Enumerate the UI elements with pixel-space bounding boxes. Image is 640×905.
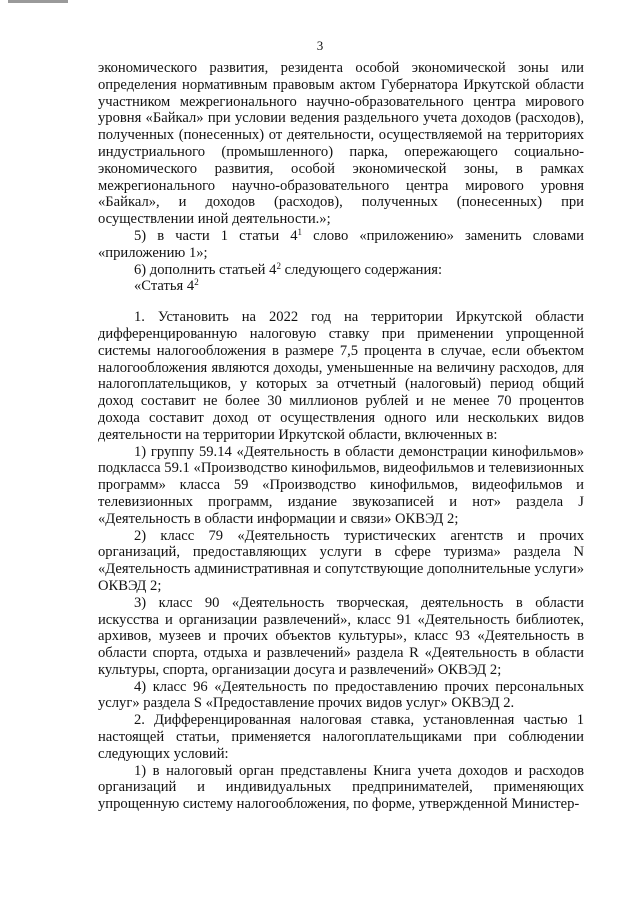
paragraph-item-6: 6) дополнить статьей $4^2$ следующего содержания: — [134, 260, 443, 278]
paragraph-condition-1: 1) в налоговый орган представлены Книга учета доходов и расходов организаций и индивидуальных предпринимателей, применяющих упрощенную систему налогообложения, по форме, утвержденной Министер- — [98, 762, 584, 813]
paragraph-subitem-3: 3) класс 90 «Деятельность творческая, деятельность в области искусства и организации развлечений», класс 91 «Деятельность библиотек, архивов, музеев и прочих объектов культуры», класс 93 «Деятельность в области спорта, отдыха и развлечений» раздела R «Деятельность в области культуры, спорта, организации досуга и развлечений» ОКВЭД 2; — [98, 594, 584, 678]
document-body — [98, 60, 584, 813]
article-heading: «Статья $4^2$ — [134, 277, 199, 295]
page-number: 3 — [316, 38, 324, 53]
paragraph-part-2: 2. Дифференцированная налоговая ставка, установленная частью 1 настоящей статьи, применяется налогоплательщиками при соблюдении следующих условий: — [98, 712, 584, 762]
paragraph-subitem-1: 1) группу 59.14 «Деятельность в области демонстрации кинофильмов» подкласса 59.1 «Производство кинофильмов, видеофильмов и телевизионных программ» класса 59 «Производство кинофильмов, видеофильмов и телевизионных программ, издание звукозаписей и нот» раздела J «Деятельность в области информации и связи» ОКВЭД 2; — [98, 443, 584, 527]
top-edge-rule — [8, 0, 68, 3]
paragraph-item-5: 5) в части 1 статьи $4^1$ слово «приложению» заменить словами «приложению 1»; — [98, 226, 584, 261]
superscript: 2 — [194, 277, 199, 288]
paragraph-subitem-4: 4) класс 96 «Деятельность по предоставлению прочих персональных услуг» раздела S «Предоставление прочих видов услуг» ОКВЭД 2. — [98, 678, 584, 712]
superscript: 2 — [276, 260, 281, 271]
paragraph-part-1: 1. Установить на 2022 год на территории Иркутской области дифференцированную налоговую ставку при применении упрощенной системы налогообложения в размере 7,5 процента в случае, если объектом налогообложения являются доходы, уменьшенные на величину расходов, для налогоплательщиков, у которых за отчетный (налоговый) период общий доход составит не более 30 миллионов рублей и не менее 70 процентов дохода составит доход от осуществления одного или нескольких видов деятельности на территории Иркутской области, включенных в: — [98, 309, 584, 443]
superscript: 1 — [297, 226, 303, 237]
paragraph-subitem-2: 2) класс 79 «Деятельность туристических агентств и прочих организаций, предоставляющих услуги в сфере туризма» раздела N «Деятельность административная и сопутствующие дополнительные услуги» ОКВЭД 2; — [98, 527, 584, 594]
paragraph-continuation: экономического развития, резидента особой экономической зоны или определения нормативным правовым актом Губернатора Иркутской области участником межрегионального научно-образовательного центра мирового уровня «Байкал» при условии ведения раздельного учета доходов (расходов), полученных (понесенных) от деятельности, осуществляемой на территориях индустриального (промышленного) парка, опережающего социально-экономического развития, особой экономической зоны, в рамках межрегионального научно-образовательного центра мирового уровня «Байкал», и доходов (расходов), полученных (понесенных) при осуществлении иной деятельности.»; — [98, 60, 584, 228]
